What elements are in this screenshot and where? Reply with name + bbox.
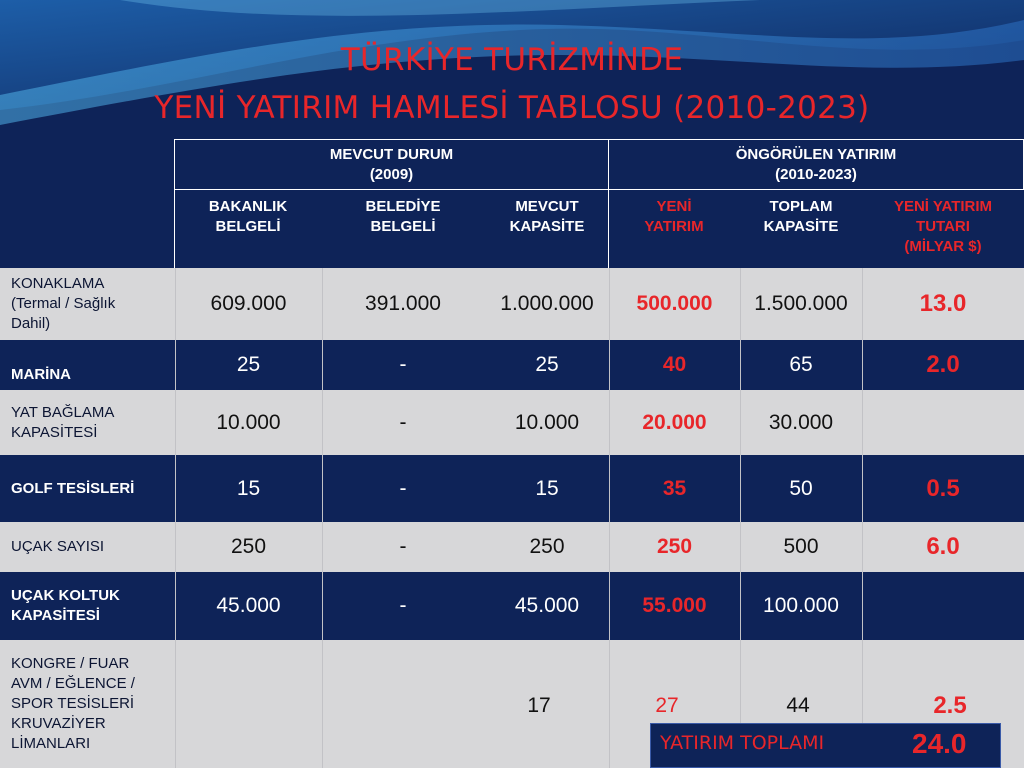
- cell-kongre-bakanlik: [175, 685, 322, 727]
- row-label-ucak-sayisi: UÇAK SAYISI: [11, 538, 105, 555]
- column-header-bakanlik: BAKANLIK BELGELİ: [208, 198, 288, 235]
- cell-ucak-belediye: -: [399, 535, 407, 558]
- cell-golf-tutar: 0.5: [926, 474, 960, 502]
- cell-golf-yeni: 35: [662, 476, 687, 500]
- cell-koltuk-yeni: 55.000: [642, 594, 707, 617]
- total-label: YATIRIM TOPLAMI: [660, 732, 825, 754]
- group-label-forecast: ÖNGÖRÜLEN YATIRIM (2010-2023): [735, 145, 897, 183]
- cell-yat-mevcut: 10.000: [514, 410, 580, 434]
- row-label-kongre: KONGRE / FUAR AVM / EĞLENCE / SPOR TESİSLERİ KRUVAZİYER LİMANLARI: [11, 655, 135, 752]
- page-title-line-1: TÜRKİYE TURİZMİNDE: [340, 42, 684, 78]
- cell-yat-toplam: 30.000: [768, 410, 834, 434]
- column-header-mevcut-kapasite: MEVCUT KAPASİTE: [509, 198, 585, 235]
- column-header-toplam-kapasite: TOPLAM KAPASİTE: [763, 198, 839, 235]
- cell-koltuk-mevcut: 45.000: [514, 594, 580, 617]
- cell-marina-toplam: 65: [789, 353, 813, 376]
- cell-konaklama-belediye: 391.000: [365, 292, 441, 315]
- cell-ucak-yeni: 250: [656, 535, 693, 558]
- cell-konaklama-bakanlik: 609.000: [210, 292, 287, 315]
- cell-kongre-mevcut: 17: [527, 694, 551, 717]
- cell-yat-yeni: 20.000: [642, 410, 707, 434]
- cell-marina-belediye: -: [399, 353, 407, 376]
- cell-konaklama-toplam: 1.500.000: [754, 292, 848, 315]
- cell-kongre-tutar: 2.5: [933, 692, 967, 719]
- cell-marina-yeni: 40: [662, 353, 687, 376]
- row-label-konaklama: KONAKLAMA (Termal / Sağlık Dahil): [11, 275, 116, 332]
- row-label-marina: MARİNA: [11, 366, 71, 383]
- row-label-golf: GOLF TESİSLERİ: [11, 479, 135, 497]
- cell-ucak-tutar: 6.0: [926, 533, 960, 560]
- cell-konaklama-tutar: 13.0: [919, 290, 967, 317]
- cell-yat-tutar: [862, 390, 1024, 455]
- cell-konaklama-yeni: 500.000: [636, 292, 713, 315]
- group-label-current: MEVCUT DURUM (2009): [329, 145, 454, 183]
- cell-kongre-belediye: [322, 685, 484, 727]
- column-header-belediye: BELEDİYE BELGELİ: [365, 198, 441, 235]
- cell-koltuk-toplam: 100.000: [763, 594, 839, 617]
- cell-koltuk-bakanlik: 45.000: [216, 594, 281, 617]
- cell-kongre-toplam: 44: [786, 694, 810, 717]
- column-header-yeni-yatirim: YENİ YATIRIM: [644, 198, 704, 235]
- cell-ucak-mevcut: 250: [529, 535, 565, 558]
- total-value: 24.0: [912, 728, 967, 759]
- cell-yat-belediye: -: [399, 410, 407, 434]
- cell-golf-toplam: 50: [789, 476, 813, 500]
- cell-golf-belediye: -: [399, 476, 407, 500]
- cell-ucak-toplam: 500: [783, 535, 819, 558]
- page-title-line-2: YENİ YATIRIM HAMLESİ TABLOSU (2010-2023): [154, 90, 870, 126]
- cell-golf-bakanlik: 15: [236, 476, 261, 500]
- row-label-ucak-koltuk: UÇAK KOLTUK KAPASİTESİ: [11, 587, 120, 624]
- row-label-yat-baglama: YAT BAĞLAMA KAPASİTESİ: [11, 403, 115, 441]
- cell-marina-bakanlik: 25: [236, 353, 261, 376]
- cell-golf-mevcut: 15: [535, 476, 559, 500]
- column-header-yatirim-tutari: YENİ YATIRIM TUTARI (MİLYAR $): [893, 198, 993, 255]
- cell-marina-mevcut: 25: [535, 353, 559, 376]
- cell-ucak-bakanlik: 250: [230, 535, 267, 558]
- cell-marina-tutar: 2.0: [926, 351, 960, 378]
- cell-kongre-yeni: 27: [655, 694, 679, 717]
- cell-koltuk-belediye: -: [399, 594, 407, 617]
- cell-konaklama-mevcut: 1.000.000: [500, 292, 594, 315]
- cell-yat-bakanlik: 10.000: [216, 410, 281, 434]
- cell-koltuk-tutar: [862, 572, 1024, 640]
